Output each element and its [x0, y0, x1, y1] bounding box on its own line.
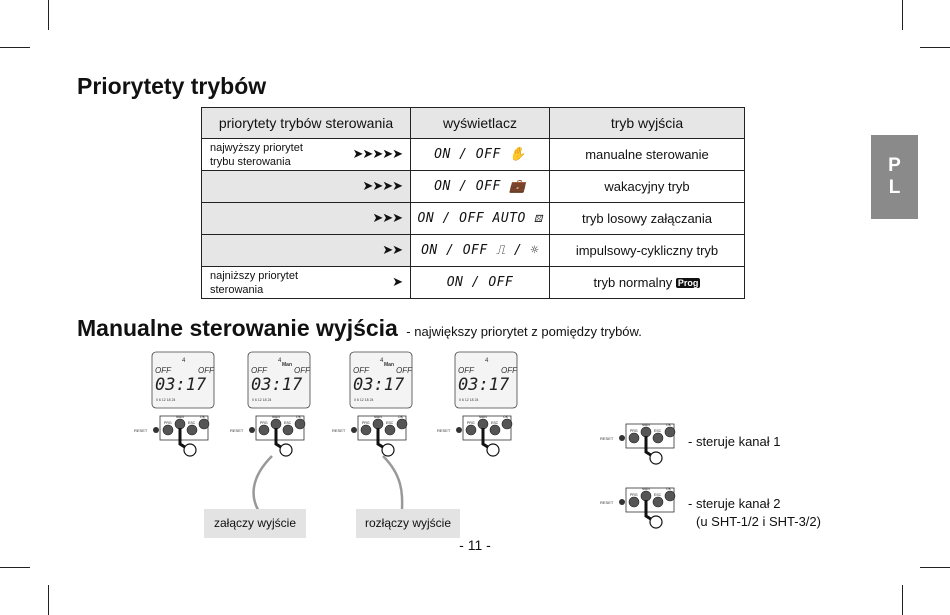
mode-cell	[550, 267, 745, 299]
crop-mark	[0, 47, 30, 48]
display-cell: ON / OFF 💼	[411, 171, 550, 203]
keypad-key-label: MAN	[642, 423, 650, 427]
table-row	[202, 267, 745, 299]
display-cell: ON / OFF AUTO ⚄	[411, 203, 550, 235]
crop-mark	[48, 585, 49, 615]
section-title-priorities: Priorytety trybów	[77, 73, 267, 99]
reset-button-dot	[619, 435, 625, 441]
priority-arrows: ➤	[392, 274, 402, 289]
crop-mark	[902, 0, 903, 30]
keypad-key-label: MAN	[374, 415, 382, 419]
lcd-scale: 0 6 12 18 24	[252, 398, 272, 402]
lcd-scale: 0 6 12 18 24	[459, 398, 479, 402]
keypad-key	[629, 433, 639, 443]
reset-button-dot	[351, 427, 357, 433]
keypad-key-label: PRG	[630, 429, 638, 433]
keypad-key	[665, 491, 675, 501]
keypad-key	[653, 497, 663, 507]
callout-switch-on: załączy wyjście	[204, 509, 306, 538]
priority-arrows: ➤➤➤	[372, 210, 402, 225]
priority-cell	[202, 171, 411, 203]
priority-arrows: ➤➤➤➤	[362, 178, 402, 193]
channel-1-label: - steruje kanał 1	[688, 434, 781, 449]
reset-label: RESET	[134, 428, 148, 433]
table-row	[202, 235, 745, 267]
key-press-circle	[650, 516, 662, 528]
channel-2-label	[688, 495, 821, 531]
mode-cell: tryb losowy załączania	[550, 203, 745, 235]
key-press-circle	[487, 444, 499, 456]
section-title-manual: Manualne sterowanie wyjścia	[77, 315, 398, 341]
priority-cell	[202, 235, 411, 267]
keypad-key-label: OK	[666, 423, 672, 427]
reset-button-dot	[153, 427, 159, 433]
key-press-circle	[650, 452, 662, 464]
column-header: tryb wyjścia	[550, 108, 745, 139]
callout-connector	[254, 456, 272, 513]
lcd-scale: 0 6 12 18 24	[354, 398, 374, 402]
priority-arrows: ➤➤	[382, 242, 402, 257]
keypad-key	[665, 427, 675, 437]
display-cell: ON / OFF	[411, 267, 550, 299]
lcd-scale: 0 6 12 18 24	[156, 398, 176, 402]
keypad-key	[187, 425, 197, 435]
keypad-key-label: OK	[200, 415, 206, 419]
keypad-key	[385, 425, 395, 435]
keypad-key	[163, 425, 173, 435]
keypad-key	[295, 419, 305, 429]
table-row	[202, 139, 745, 171]
channel-2-label-line1: - steruje kanał 2	[688, 496, 781, 511]
keypad-key	[653, 433, 663, 443]
column-header: wyświetlacz	[411, 108, 550, 139]
keypad-key-label: MAN	[176, 415, 184, 419]
keypad-key	[502, 419, 512, 429]
reset-label: RESET	[600, 500, 614, 505]
lcd-time: 03:17	[458, 375, 510, 395]
lcd-off-left: OFF	[353, 366, 369, 375]
page-number: - 11 -	[459, 537, 491, 553]
keypad-key-label: PRG	[362, 421, 370, 425]
keypad-key-label: OK	[503, 415, 509, 419]
reset-label: RESET	[332, 428, 346, 433]
channel-keypads	[600, 418, 690, 528]
lcd-day: 4	[278, 358, 282, 364]
reset-button-dot	[456, 427, 462, 433]
priority-cell	[202, 267, 411, 299]
mode-label: tryb normalny	[593, 275, 673, 290]
lcd-off-right: OFF	[294, 366, 310, 375]
key-press-circle	[280, 444, 292, 456]
crop-mark	[902, 585, 903, 615]
keypad-key	[373, 419, 383, 429]
display-cell: ON / OFF ⎍ / ☼	[411, 235, 550, 267]
keypad-key-label: ESC	[491, 421, 499, 425]
priority-cell	[202, 139, 411, 171]
priority-table	[201, 107, 745, 299]
keypad-key	[361, 425, 371, 435]
crop-mark	[48, 0, 49, 30]
keypad-key-label: MAN	[642, 487, 650, 491]
lcd-man-indicator: Man	[384, 362, 394, 368]
mode-cell: impulsowy-cykliczny tryb	[550, 235, 745, 267]
prog-badge: Prog	[677, 278, 699, 288]
channel-2-label-line2: (u SHT-1/2 i SHT-3/2)	[696, 514, 821, 529]
lcd-time: 03:17	[353, 375, 405, 395]
keypad-key	[271, 419, 281, 429]
keypad-key-label: PRG	[164, 421, 172, 425]
reset-button-dot	[619, 499, 625, 505]
reset-button-dot	[249, 427, 255, 433]
keypad-key-label: PRG	[630, 493, 638, 497]
crop-mark	[920, 47, 950, 48]
keypad-key-label: PRG	[467, 421, 475, 425]
lcd-off-right: OFF	[198, 366, 214, 375]
keypad-key-label: ESC	[386, 421, 394, 425]
keypad-key-label: OK	[296, 415, 302, 419]
keypad-key-label: ESC	[654, 429, 662, 433]
lcd-man-indicator: Man	[282, 362, 292, 368]
lcd-day: 4	[380, 358, 384, 364]
keypad-key	[259, 425, 269, 435]
priority-arrows: ➤➤➤➤➤	[352, 146, 402, 161]
key-press-circle	[184, 444, 196, 456]
keypad-key	[641, 491, 651, 501]
key-press-circle	[382, 444, 394, 456]
table-row	[202, 203, 745, 235]
keypad-key-label: PRG	[260, 421, 268, 425]
keypad-key-label: ESC	[654, 493, 662, 497]
lcd-day: 4	[485, 358, 489, 364]
priority-cell	[202, 203, 411, 235]
lcd-time: 03:17	[251, 375, 303, 395]
keypad-key-label: OK	[666, 487, 672, 491]
keypad-key-label: OK	[398, 415, 404, 419]
crop-mark	[920, 567, 950, 568]
keypad-key	[629, 497, 639, 507]
section-subtitle: - największy priorytet z pomiędzy trybów.	[406, 324, 642, 339]
keypad-key	[175, 419, 185, 429]
table-header-row	[202, 108, 745, 139]
table-row	[202, 171, 745, 203]
keypad-key	[478, 419, 488, 429]
callout-switch-off: rozłączy wyjście	[356, 509, 460, 538]
keypad-key	[490, 425, 500, 435]
mode-cell: wakacyjny tryb	[550, 171, 745, 203]
lcd-off-left: OFF	[458, 366, 474, 375]
lcd-off-left: OFF	[155, 366, 171, 375]
reset-label: RESET	[600, 436, 614, 441]
lcd-day: 4	[182, 358, 186, 364]
reset-label: RESET	[230, 428, 244, 433]
keypad-key-label: MAN	[479, 415, 487, 419]
mode-cell: manualne sterowanie	[550, 139, 745, 171]
priority-label: najniższy priorytet sterowania	[210, 270, 299, 296]
lcd-time: 03:17	[155, 375, 207, 395]
keypad-key	[397, 419, 407, 429]
lcd-off-left: OFF	[251, 366, 267, 375]
keypad-key	[199, 419, 209, 429]
priority-label: najwyższy priorytet trybu sterowania	[210, 142, 303, 168]
column-header: priorytety trybów sterowania	[202, 108, 411, 139]
language-tab	[871, 135, 918, 219]
crop-mark	[0, 567, 30, 568]
keypad-key	[283, 425, 293, 435]
keypad-key-label: ESC	[188, 421, 196, 425]
reset-label: RESET	[437, 428, 451, 433]
language-tab-letter: L	[888, 177, 901, 198]
callout-connector	[383, 456, 402, 513]
keypad-key-label: MAN	[272, 415, 280, 419]
keypad-key	[466, 425, 476, 435]
language-tab-letter: P	[888, 155, 901, 176]
keypad-key	[641, 427, 651, 437]
keypad-key-label: ESC	[284, 421, 292, 425]
display-cell: ON / OFF ✋	[411, 139, 550, 171]
lcd-off-right: OFF	[501, 366, 517, 375]
device-illustrations	[134, 348, 540, 518]
lcd-off-right: OFF	[396, 366, 412, 375]
section-heading-manual	[77, 315, 642, 342]
